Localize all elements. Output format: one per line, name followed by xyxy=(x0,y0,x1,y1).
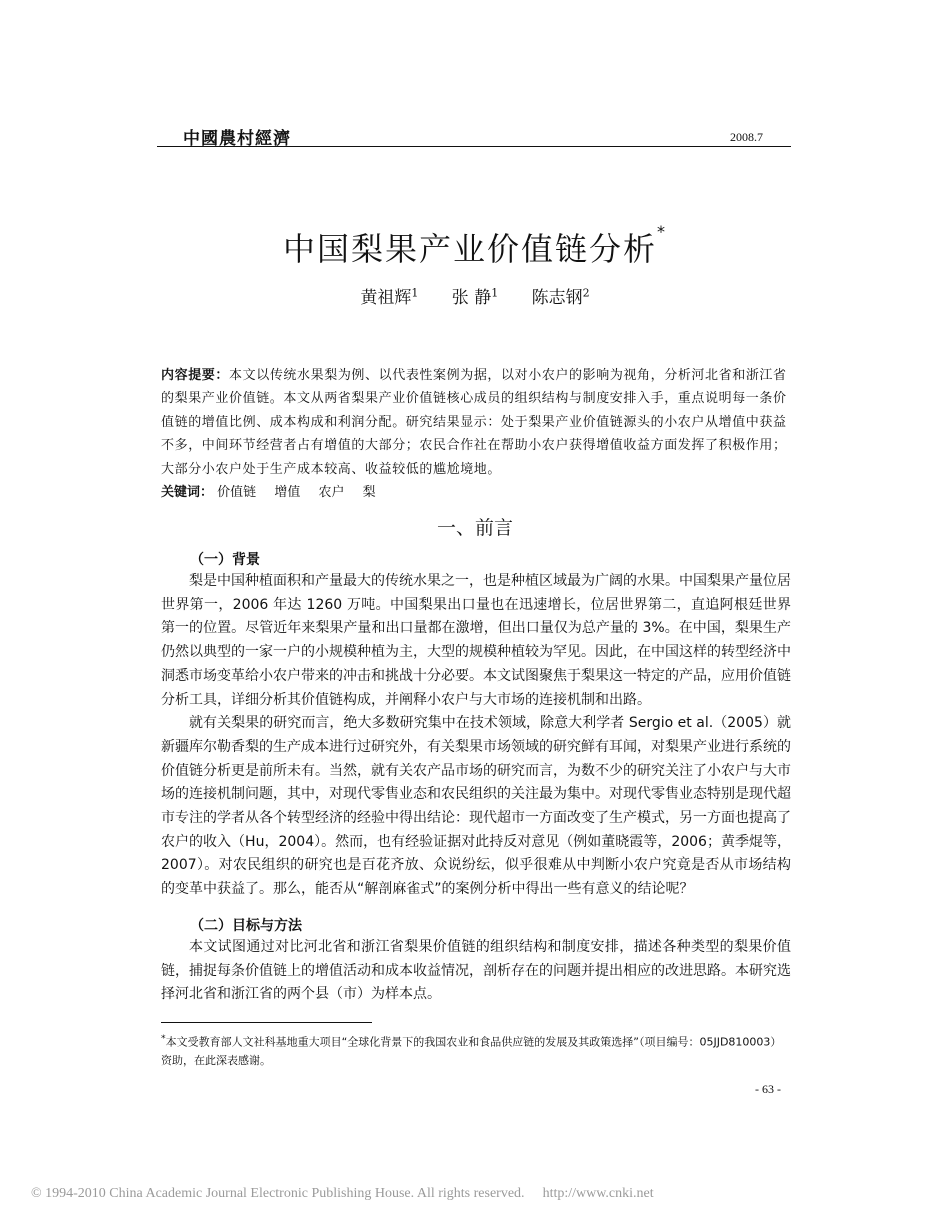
keyword: 价值链 xyxy=(217,485,257,500)
keywords-label: 关键词： xyxy=(161,485,214,500)
abstract-label: 内容提要： xyxy=(161,368,230,383)
paragraph: 梨是中国种植面积和产量最大的传统水果之一，也是种植区域最为广阔的水果。中国梨果产量位居世界第一，2006 年达 1260 万吨。中国梨果出口量也在迅速增长，位居世界第二，直追阿根廷世界第一的位置。尽管近年来梨果产量和出口量都在激增，但出口量仅为总产量的 3%。在中国，梨果生产仍然以典型的一家一户的小规模种植为主，大型的规模种植较为罕见。因此，在中国这样的转型经济中洞悉市场变革给小农户带来的冲击和挑战十分必要。本文试图聚焦于梨果这一特定的产品，应用价值链分析工具，详细分析其价值链构成，并阐释小农户与大市场的连接机制和出路。 xyxy=(161,573,791,708)
header-divider xyxy=(157,146,791,147)
author xyxy=(360,288,418,308)
paragraph: 本文试图通过对比河北省和浙江省梨果价值链的组织结构和制度安排，描述各种类型的梨果价值链，捕捉每条价值链上的增值活动和成本收益情况，剖析存在的问题并提出相应的改进思路。本研究选择河北省和浙江省的两个县（市）为样本点。 xyxy=(161,939,791,1003)
footnote xyxy=(161,1030,791,1070)
footnote-text: 本文受教育部人文社科基地重大项目“全球化背景下的我国农业和食品供应链的发展及其政策选择”（项目编号：05JJD810003）资助，在此深表感谢。 xyxy=(161,1035,782,1067)
subsection-heading-goals: （二）目标与方法 xyxy=(190,918,302,934)
keyword: 梨 xyxy=(362,485,376,500)
title-footnote-mark: * xyxy=(657,222,667,242)
paper-title-text: 中国梨果产业价值链分析 xyxy=(282,230,657,269)
author-name: 黄祖辉 xyxy=(360,288,412,308)
author xyxy=(532,288,590,308)
author-affiliation: 2 xyxy=(582,286,590,300)
issue-number: 2008.7 xyxy=(730,130,763,144)
keywords xyxy=(161,481,390,500)
author-name: 张 静 xyxy=(451,288,492,308)
keyword: 增值 xyxy=(274,485,301,500)
author-affiliation: 1 xyxy=(411,286,419,300)
author-affiliation: 1 xyxy=(491,286,499,300)
page-number: - 63 - xyxy=(755,1082,781,1096)
copyright-text: © 1994-2010 China Academic Journal Electronic Publishing House. All rights reserved. xyxy=(31,1186,525,1201)
journal-name: 中國農村經濟 xyxy=(183,129,291,149)
paper-title xyxy=(0,224,950,270)
author-name: 陈志钢 xyxy=(531,288,583,308)
footnote-divider xyxy=(161,1022,372,1023)
author-list xyxy=(0,283,950,308)
body-goals xyxy=(161,936,791,1007)
copyright-notice xyxy=(31,1186,654,1202)
section-heading: 一、前言 xyxy=(436,517,513,539)
paragraph: 就有关梨果的研究而言，绝大多数研究集中在技术领域，除意大利学者 Sergio et al.（2005）就新疆库尔勒香梨的生产成本进行过研究外，有关梨果市场领域的研究鲜有耳闻，对梨果产业进行系统的价值链分析更是前所未有。当然，就有关农产品市场的研究而言，为数不少的研究关注了小农户与大市场的连接机制问题，其中，对现代零售业态和农民组织的关注最为集中。对现代零售业态特别是现代超市专注的学者从各个转型经济的经验中得出结论：现代超市一方面改变了生产模式，另一方面也提高了农户的收入（Hu，2004）。然而，也有经验证据对此持反对意见（例如董晓霞等，2006；黄季焜等，2007）。对农民组织的研究也是百花齐放、众说纷纭，似乎很难从中判断小农户究竟是否从市场结构的变革中获益了。那么，能否从“解剖麻雀式”的案例分析中得出一些有意义的结论呢？ xyxy=(161,715,791,898)
abstract xyxy=(161,364,791,481)
subsection-heading-background: （一）背景 xyxy=(190,552,260,568)
body-background xyxy=(161,570,791,902)
author xyxy=(452,288,498,308)
keyword: 农户 xyxy=(318,485,345,500)
abstract-text: 本文以传统水果梨为例、以代表性案例为据，以对小农户的影响为视角，分析河北省和浙江省的梨果产业价值链。本文从两省梨果产业价值链核心成员的组织结构与制度安排入手，重点说明每一条价值链的增值比例、成本构成和利润分配。研究结果显示：处于梨果产业价值链源头的小农户从增值中获益不多，中间环节经营者占有增值的大部分；农民合作社在帮助小农户获得增值收益方面发挥了积极作用；大部分小农户处于生产成本较高、收益较低的尴尬境地。 xyxy=(161,368,787,477)
footnote-mark: * xyxy=(161,1033,166,1044)
copyright-url[interactable]: http://www.cnki.net xyxy=(542,1186,654,1201)
